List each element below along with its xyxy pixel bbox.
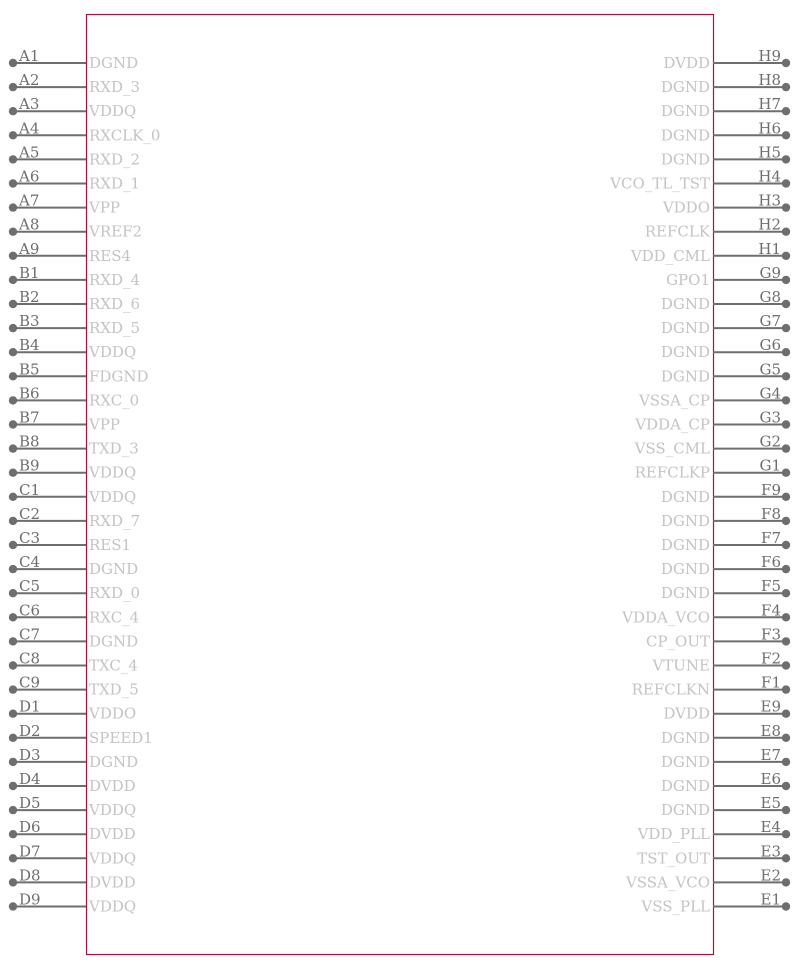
pin-name: TXC_4 — [89, 656, 138, 675]
pin-number: D4 — [19, 770, 41, 788]
pin-terminal-dot — [782, 661, 790, 669]
pin-name: DVDD — [89, 873, 136, 892]
pin-number: H4 — [758, 167, 781, 186]
pin-terminal-dot — [782, 83, 790, 91]
pin-terminal-dot — [9, 420, 17, 428]
pin-C4 — [9, 553, 138, 578]
pin-terminal-dot — [9, 348, 17, 356]
pin-name: DGND — [660, 536, 710, 554]
pin-B9 — [9, 457, 136, 482]
pin-name: DGND — [660, 560, 710, 579]
pin-D5 — [9, 794, 136, 819]
pin-E9 — [663, 698, 790, 723]
pin-number: C8 — [19, 649, 41, 668]
pin-name: VPP — [89, 198, 121, 217]
pin-name: RXD_5 — [89, 319, 141, 338]
pin-name: RXD_6 — [89, 295, 141, 313]
pin-number: H2 — [758, 215, 781, 234]
pin-name: VDDO — [89, 704, 137, 723]
pin-name: RXC_0 — [89, 391, 140, 410]
pin-H6 — [661, 119, 790, 144]
pin-number: H9 — [758, 47, 781, 65]
pin-number: D1 — [19, 697, 41, 716]
pin-number: G7 — [759, 312, 781, 331]
pin-terminal-dot — [9, 734, 17, 742]
pin-terminal-dot — [9, 878, 17, 886]
pin-terminal-dot — [9, 661, 17, 669]
pin-name: DGND — [660, 777, 710, 795]
pin-number: G6 — [759, 336, 781, 355]
pin-number: B8 — [19, 432, 40, 451]
pin-name: RXD_2 — [89, 150, 141, 169]
pin-name: VDDQ — [89, 102, 137, 121]
pin-A9 — [9, 240, 131, 265]
pin-name: REFCLKN — [631, 680, 710, 699]
pin-H5 — [661, 143, 790, 168]
pin-name: VSS_CML — [634, 439, 710, 458]
pin-terminal-dot — [9, 830, 17, 838]
pin-number: D3 — [19, 745, 41, 764]
pin-terminal-dot — [782, 444, 790, 452]
pin-name: DGND — [89, 560, 139, 579]
pin-number: B6 — [19, 384, 40, 403]
pin-number: D5 — [19, 794, 41, 813]
pin-number: E5 — [760, 794, 781, 813]
pin-terminal-dot — [782, 420, 790, 428]
pin-terminal-dot — [782, 59, 790, 67]
pin-name: TXD_5 — [89, 680, 139, 699]
pin-G3 — [634, 409, 790, 434]
pin-name: VDDQ — [89, 801, 137, 820]
pin-terminal-dot — [782, 228, 790, 236]
pin-terminal-dot — [782, 878, 790, 886]
pin-number: B4 — [19, 336, 40, 355]
pin-name: DGND — [660, 102, 710, 121]
pin-F1 — [632, 674, 791, 699]
pin-H7 — [661, 95, 790, 120]
pin-terminal-dot — [782, 396, 790, 404]
pin-terminal-dot — [9, 517, 17, 525]
pin-number: F6 — [761, 553, 781, 572]
pin-terminal-dot — [782, 252, 790, 260]
pin-D7 — [9, 842, 136, 867]
pin-terminal-dot — [9, 637, 17, 645]
pin-name: DVDD — [89, 777, 136, 795]
pin-number: D7 — [19, 842, 41, 861]
pin-name: VSS_PLL — [641, 897, 710, 916]
pin-name: VDDQ — [89, 463, 137, 482]
pin-D9 — [9, 891, 136, 916]
pin-terminal-dot — [782, 710, 790, 718]
pin-B7 — [9, 409, 120, 434]
pin-name: DGND — [660, 295, 710, 313]
pin-C6 — [9, 601, 139, 626]
pin-F9 — [661, 481, 790, 506]
pin-number: G3 — [759, 408, 781, 427]
pin-name: FDGND — [89, 367, 149, 386]
pin-terminal-dot — [9, 589, 17, 597]
pin-terminal-dot — [782, 131, 790, 139]
pin-number: G5 — [759, 360, 781, 379]
pin-number: F5 — [761, 577, 781, 596]
pin-name: RES1 — [89, 536, 132, 554]
pin-E6 — [661, 770, 790, 795]
pin-name: DGND — [660, 319, 710, 338]
pin-A6 — [9, 168, 140, 193]
pin-number: A3 — [19, 95, 40, 114]
pin-number: E4 — [760, 818, 781, 837]
pin-E5 — [661, 794, 790, 819]
pin-name: DVDD — [89, 825, 136, 844]
pin-terminal-dot — [782, 348, 790, 356]
pin-terminal-dot — [782, 155, 790, 163]
pin-name: DGND — [660, 584, 710, 603]
right-pin-group — [609, 47, 790, 916]
pin-name: DGND — [660, 487, 710, 506]
pin-name: VREF2 — [89, 222, 143, 241]
pin-C3 — [9, 529, 131, 554]
pin-terminal-dot — [9, 396, 17, 404]
pin-terminal-dot — [782, 203, 790, 211]
pin-name: VCO_TL_TST — [610, 174, 710, 193]
pin-terminal-dot — [9, 613, 17, 621]
pin-number: A1 — [19, 47, 40, 65]
pin-terminal-dot — [9, 758, 17, 766]
pin-terminal-dot — [9, 155, 17, 163]
pin-name: DGND — [660, 511, 710, 530]
pin-terminal-dot — [9, 324, 17, 332]
pin-name: DGND — [660, 728, 710, 747]
pin-terminal-dot — [9, 493, 17, 501]
pin-terminal-dot — [782, 613, 790, 621]
pin-terminal-dot — [782, 469, 790, 477]
pin-number: E3 — [760, 842, 781, 861]
pin-terminal-dot — [9, 276, 17, 284]
pin-name: DGND — [660, 78, 710, 97]
pin-terminal-dot — [782, 565, 790, 573]
pin-number: F2 — [761, 649, 781, 668]
pin-number: D8 — [19, 866, 41, 885]
pin-name: RXC_4 — [89, 608, 140, 627]
pin-D3 — [9, 746, 138, 771]
pin-name: VDDA_VCO — [622, 608, 710, 627]
pin-number: B1 — [19, 263, 40, 282]
pin-name: REFCLK — [644, 222, 710, 241]
pin-terminal-dot — [9, 782, 17, 790]
pin-terminal-dot — [9, 372, 17, 380]
pin-number: F9 — [761, 480, 781, 499]
pin-name: REFCLKP — [634, 463, 710, 482]
pin-number: C4 — [19, 553, 41, 572]
pin-number: E7 — [760, 745, 781, 764]
pin-number: B9 — [19, 456, 40, 475]
pin-number: H1 — [758, 239, 781, 258]
pin-H4 — [609, 168, 790, 193]
pin-number: A8 — [19, 215, 40, 234]
pin-number: G2 — [759, 432, 781, 451]
pin-D6 — [9, 818, 136, 843]
pin-F8 — [661, 505, 790, 530]
pin-name: RXD_0 — [89, 584, 141, 603]
pin-name: RXD_4 — [89, 270, 141, 289]
pin-name: RES4 — [89, 246, 132, 265]
pin-name: VPP — [89, 415, 121, 434]
pin-E7 — [661, 746, 790, 771]
pin-number: C9 — [19, 673, 41, 692]
pin-number: A4 — [19, 119, 40, 138]
pin-terminal-dot — [782, 517, 790, 525]
pin-number: A7 — [19, 191, 40, 210]
pin-D8 — [9, 866, 136, 891]
pin-B4 — [9, 336, 136, 361]
pin-C8 — [9, 650, 138, 675]
pin-number: G4 — [759, 384, 781, 403]
pin-number: H8 — [758, 71, 781, 90]
pin-terminal-dot — [782, 589, 790, 597]
pin-number: F8 — [761, 504, 781, 523]
pin-name: GPO1 — [666, 270, 710, 289]
pin-number: D9 — [19, 890, 41, 909]
pin-name: DGND — [89, 752, 139, 771]
pin-G6 — [661, 336, 790, 361]
pin-name: VSSA_CP — [638, 391, 710, 410]
pin-E8 — [661, 722, 790, 747]
pin-terminal-dot — [782, 493, 790, 501]
pin-terminal-dot — [9, 565, 17, 573]
pin-G1 — [635, 457, 791, 482]
component-body — [87, 15, 714, 955]
pin-number: C5 — [19, 577, 41, 596]
pin-B2 — [9, 288, 140, 313]
pin-B3 — [9, 312, 140, 337]
pin-number: F4 — [761, 601, 781, 620]
pin-number: H7 — [758, 95, 781, 114]
pin-number: D2 — [19, 721, 41, 740]
pin-name: DGND — [660, 150, 710, 169]
pin-name: DGND — [660, 752, 710, 771]
pin-terminal-dot — [9, 444, 17, 452]
pin-number: B5 — [19, 360, 40, 379]
pin-H2 — [645, 216, 790, 241]
pin-name: RXD_1 — [89, 174, 141, 193]
pin-A3 — [9, 95, 136, 120]
pin-terminal-dot — [782, 854, 790, 862]
pin-terminal-dot — [782, 107, 790, 115]
pin-name: VSSA_VCO — [625, 873, 710, 892]
pin-name: DGND — [89, 632, 139, 651]
pin-terminal-dot — [9, 710, 17, 718]
pin-terminal-dot — [9, 685, 17, 693]
pin-A4 — [9, 119, 161, 144]
pin-terminal-dot — [9, 228, 17, 236]
pin-name: DGND — [660, 367, 710, 386]
pin-terminal-dot — [9, 179, 17, 187]
pin-number: G8 — [759, 288, 781, 306]
pin-E2 — [625, 866, 790, 891]
pin-terminal-dot — [9, 59, 17, 67]
pin-number: B7 — [19, 408, 40, 427]
pin-terminal-dot — [782, 830, 790, 838]
pin-number: D6 — [19, 818, 41, 837]
pin-G9 — [666, 264, 790, 289]
pin-terminal-dot — [782, 372, 790, 380]
pin-number: C2 — [19, 504, 41, 523]
pin-number: E8 — [760, 721, 781, 740]
pin-number: E2 — [760, 866, 781, 885]
pin-terminal-dot — [782, 179, 790, 187]
pin-terminal-dot — [782, 541, 790, 549]
pin-number: A5 — [19, 143, 40, 162]
pin-name: VDDQ — [89, 487, 137, 506]
pin-C5 — [9, 577, 140, 602]
pin-number: F7 — [761, 529, 781, 547]
pin-terminal-dot — [9, 107, 17, 115]
pin-name: TXD_3 — [89, 439, 139, 458]
pin-C7 — [9, 625, 138, 650]
pin-G8 — [661, 288, 790, 313]
pin-A2 — [9, 71, 140, 96]
left-pin-group — [9, 47, 161, 916]
pin-terminal-dot — [9, 252, 17, 260]
pin-A7 — [9, 192, 120, 217]
pin-A5 — [9, 143, 140, 168]
pin-name: VDDQ — [89, 343, 137, 362]
pin-number: A9 — [19, 239, 40, 258]
pin-terminal-dot — [9, 469, 17, 477]
pin-terminal-dot — [782, 300, 790, 308]
pin-number: A6 — [19, 167, 40, 186]
pin-name: VTUNE — [652, 656, 710, 675]
pin-terminal-dot — [9, 131, 17, 139]
pin-name: RXD_3 — [89, 78, 141, 97]
pin-A1 — [9, 47, 138, 72]
pin-name: SPEED1 — [89, 728, 153, 747]
pin-H8 — [661, 71, 790, 96]
pin-number: G1 — [759, 456, 781, 475]
pin-F2 — [651, 650, 790, 675]
pin-name: RXCLK_0 — [89, 126, 161, 145]
pin-F4 — [621, 601, 790, 626]
pin-number: B3 — [19, 312, 40, 331]
pin-name: DVDD — [663, 704, 710, 723]
pin-name: VDDQ — [89, 849, 137, 868]
pin-name: DGND — [89, 54, 139, 72]
pin-terminal-dot — [9, 854, 17, 862]
pin-terminal-dot — [782, 902, 790, 910]
pin-G7 — [661, 312, 790, 337]
pin-number: E1 — [760, 890, 781, 909]
pin-C2 — [9, 505, 140, 530]
pin-terminal-dot — [782, 758, 790, 766]
pin-G5 — [661, 360, 790, 385]
pin-name: VDD_PLL — [637, 825, 710, 844]
pin-number: A2 — [19, 71, 40, 90]
pin-D2 — [9, 722, 153, 747]
pin-terminal-dot — [782, 806, 790, 814]
pin-H9 — [663, 47, 790, 72]
pin-name: DGND — [660, 126, 710, 145]
pin-B5 — [9, 360, 149, 385]
pin-terminal-dot — [9, 541, 17, 549]
pin-C9 — [9, 674, 139, 699]
pin-number: F1 — [761, 673, 781, 692]
pin-F7 — [661, 529, 790, 554]
pin-name: CP_OUT — [645, 632, 710, 651]
pin-number: C6 — [19, 601, 41, 620]
pin-name: TST_OUT — [637, 849, 710, 868]
pin-A8 — [9, 216, 142, 241]
pin-number: E6 — [760, 770, 781, 788]
pin-D1 — [9, 698, 136, 723]
pin-F3 — [646, 625, 790, 650]
pin-terminal-dot — [9, 300, 17, 308]
pin-name: DGND — [660, 343, 710, 362]
pin-terminal-dot — [9, 902, 17, 910]
pin-terminal-dot — [782, 276, 790, 284]
pin-name: DVDD — [663, 54, 710, 72]
pin-terminal-dot — [9, 203, 17, 211]
pin-number: B2 — [19, 288, 40, 306]
pin-D4 — [9, 770, 136, 795]
pin-number: F3 — [761, 625, 781, 644]
pin-name: VDD_CML — [630, 246, 710, 265]
pin-number: H6 — [758, 119, 781, 138]
pin-name: VDDO — [662, 198, 710, 217]
pin-B8 — [9, 433, 139, 458]
pin-name: RXD_7 — [89, 511, 141, 530]
pin-terminal-dot — [9, 83, 17, 91]
pin-name: DGND — [660, 801, 710, 820]
pin-terminal-dot — [782, 685, 790, 693]
pin-terminal-dot — [782, 782, 790, 790]
pin-terminal-dot — [9, 806, 17, 814]
pin-terminal-dot — [782, 324, 790, 332]
pin-name: VDDQ — [89, 897, 137, 916]
pin-G2 — [634, 433, 791, 458]
pin-F6 — [661, 553, 790, 578]
pin-F5 — [661, 577, 790, 602]
pin-number: C1 — [19, 480, 41, 499]
pin-C1 — [9, 481, 136, 506]
pin-name: VDDA_CP — [635, 415, 710, 434]
pin-number: C7 — [19, 625, 41, 644]
pin-H3 — [662, 192, 790, 217]
pin-E1 — [640, 891, 790, 916]
pin-B6 — [9, 384, 139, 409]
pin-number: H5 — [758, 143, 781, 162]
pin-number: C3 — [19, 529, 41, 547]
pin-H1 — [630, 240, 790, 265]
pin-number: H3 — [758, 191, 781, 210]
pin-terminal-dot — [782, 637, 790, 645]
pin-B1 — [9, 264, 140, 289]
pin-terminal-dot — [782, 734, 790, 742]
pin-number: E9 — [760, 697, 781, 716]
pin-number: G9 — [759, 263, 781, 282]
